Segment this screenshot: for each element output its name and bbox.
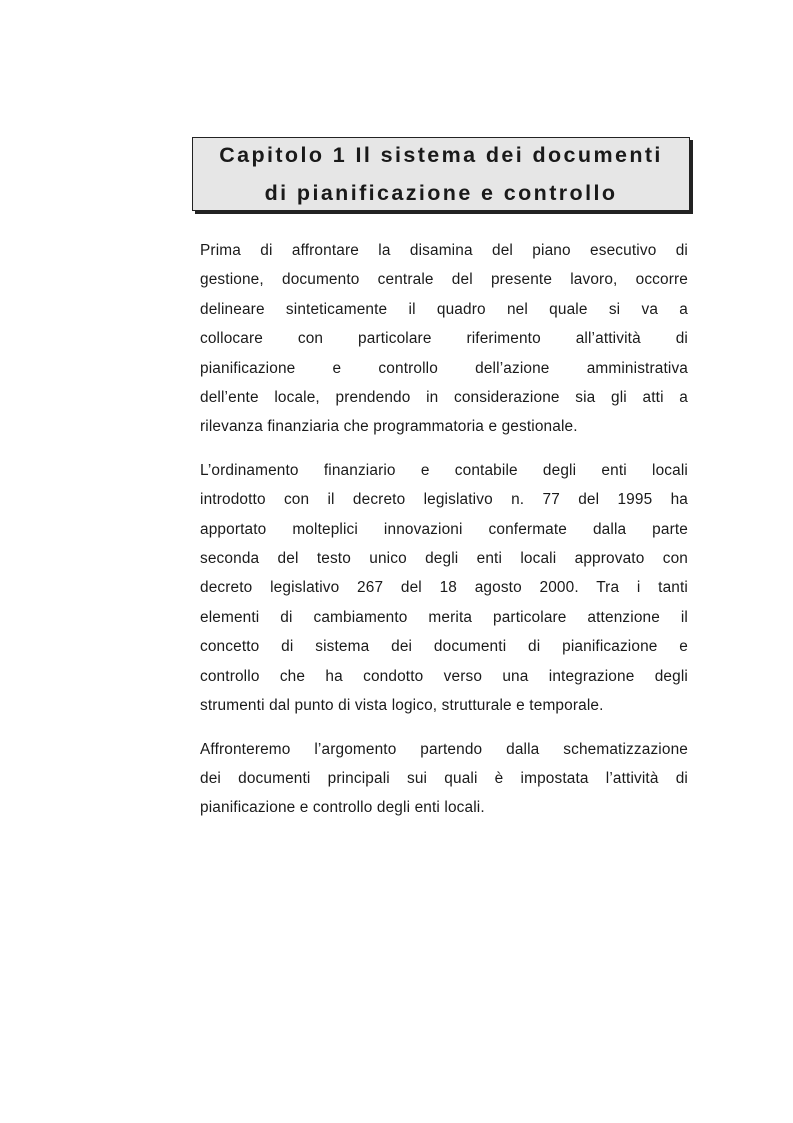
body-text: [200, 236, 688, 837]
chapter-heading-box: [192, 137, 690, 211]
chapter-title-line-2: di pianificazione e controllo: [264, 181, 618, 205]
text-line: elementi di cambiamento merita particolare attenzione il: [200, 608, 688, 626]
text-line: rilevanza finanziaria che programmatoria e gestionale.: [200, 418, 578, 436]
text-line: decreto legislativo 267 del 18 agosto 2000. Tra i tanti: [200, 579, 688, 597]
text-line: Affronteremo l’argomento partendo dalla schematizzazione: [200, 740, 688, 758]
chapter-title-line-1: Capitolo 1 Il sistema dei documenti: [219, 143, 663, 167]
text-line: collocare con particolare riferimento all’attività di: [200, 330, 688, 348]
text-line: pianificazione e controllo degli enti locali.: [200, 799, 485, 817]
text-line: delineare sinteticamente il quadro nel quale si va a: [200, 300, 688, 318]
text-line: introdotto con il decreto legislativo n. 77 del 1995 ha: [200, 491, 688, 509]
text-line: dei documenti principali sui quali è impostata l’attività di: [200, 769, 688, 787]
text-line: Prima di affrontare la disamina del piano esecutivo di: [200, 242, 688, 259]
text-line: gestione, documento centrale del presente lavoro, occorre: [200, 271, 688, 289]
paragraph-1: [200, 236, 688, 442]
text-line: L’ordinamento finanziario e contabile degli enti locali: [200, 461, 688, 479]
text-line: controllo che ha condotto verso una integrazione degli: [200, 667, 688, 685]
paragraph-2: [200, 456, 688, 721]
text-line: seconda del testo unico degli enti locali approvato con: [200, 550, 688, 568]
text-line: apportato molteplici innovazioni confermate dalla parte: [200, 520, 688, 538]
text-line: dell’ente locale, prendendo in considerazione sia gli atti a: [200, 389, 688, 407]
text-line: strumenti dal punto di vista logico, strutturale e temporale.: [200, 697, 604, 715]
text-line: pianificazione e controllo dell’azione amministrativa: [200, 359, 688, 377]
paragraph-3: [200, 735, 688, 823]
text-line: concetto di sistema dei documenti di pianificazione e: [200, 638, 688, 656]
